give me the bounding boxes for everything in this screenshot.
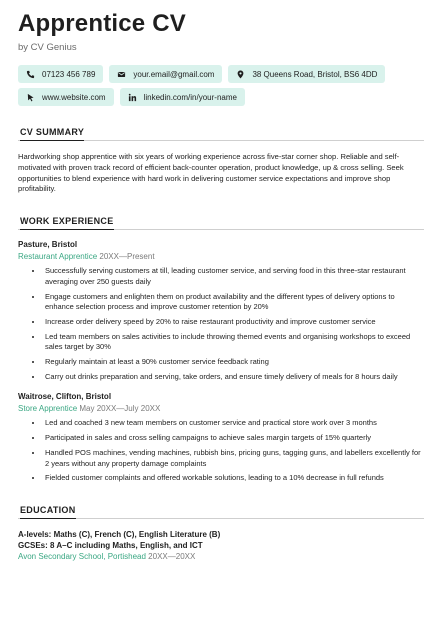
education-school-line bbox=[18, 552, 424, 561]
job-company: Pasture, Bristol bbox=[18, 240, 78, 250]
contact-phone[interactable] bbox=[18, 65, 103, 83]
education-qualification: GCSEs: 8 A–C including Maths, English, and ICT bbox=[18, 540, 203, 550]
education-school: Avon Secondary School, Portishead bbox=[18, 551, 146, 561]
linkedin-icon bbox=[128, 93, 137, 102]
cv-byline: by CV Genius bbox=[18, 42, 77, 53]
email-icon bbox=[117, 70, 126, 79]
job-role bbox=[18, 404, 424, 413]
contact-address-text: 38 Queens Road, Bristol, BS6 4DD bbox=[252, 69, 378, 79]
contact-email[interactable] bbox=[109, 65, 222, 83]
job-bullet: • Successfully serving customers at till, leading customer service, and serving food in this three-star restaurant averaging over 250 guests daily bbox=[43, 266, 424, 287]
education-dates: 20XX—20XX bbox=[148, 551, 196, 561]
job-dates: 20XX—Present bbox=[99, 252, 155, 262]
contact-linkedin[interactable] bbox=[120, 88, 245, 106]
job-bullet: • Led team members on sales activities to include throwing themed events and organising workshops to exceed sales target by 30% bbox=[43, 332, 424, 353]
job-bullets bbox=[18, 418, 424, 484]
job-bullet: • Fielded customer complaints and offered workable solutions, leading to a 10% decrease in full refunds bbox=[43, 473, 424, 483]
job-dates: May 20XX—July 20XX bbox=[79, 404, 161, 414]
job-entry bbox=[18, 392, 424, 484]
contact-linkedin-text: linkedin.com/in/your-name bbox=[143, 92, 237, 102]
job-title: Store Apprentice bbox=[18, 404, 78, 414]
job-bullet: • Led and coached 3 new team members on customer service and practical store work over 3 months bbox=[43, 418, 424, 428]
education-heading: EDUCATION bbox=[20, 505, 76, 519]
experience-heading: WORK EXPERIENCE bbox=[20, 216, 114, 230]
education-section bbox=[18, 500, 424, 561]
job-bullets bbox=[18, 266, 424, 382]
contact-website[interactable] bbox=[18, 88, 114, 106]
experience-section bbox=[18, 211, 424, 484]
contact-phone-text: 07123 456 789 bbox=[42, 69, 96, 79]
job-bullet: • Carry out drinks preparation and serving, take orders, and ensure timely delivery of meals for 8 hours daily bbox=[43, 372, 424, 382]
job-bullet: • Increase order delivery speed by 20% to raise restaurant productivity and improve customer service bbox=[43, 317, 424, 327]
job-entry bbox=[18, 240, 424, 382]
job-role bbox=[18, 252, 424, 261]
contact-list bbox=[18, 65, 424, 106]
section-divider bbox=[18, 518, 424, 519]
contact-email-text: your.email@gmail.com bbox=[133, 69, 215, 79]
summary-heading: CV SUMMARY bbox=[20, 127, 84, 141]
job-bullet: • Participated in sales and cross selling campaigns to achieve sales margin targets of 15% quarterly bbox=[43, 433, 424, 443]
phone-icon bbox=[26, 70, 35, 79]
contact-address[interactable] bbox=[228, 65, 385, 83]
summary-section bbox=[18, 122, 424, 195]
summary-text: Hardworking shop apprentice with six years of working experience across five-star corner shop. Reliable and self-motivated with proven track record of efficient back-counter operation, product knowledge, up & cross selling. Seek opportunities to blend experience with hard work in delivering customer service expectations and improve shop profitability. bbox=[18, 152, 404, 194]
location-pin-icon bbox=[236, 70, 245, 79]
job-company: Waitrose, Clifton, Bristol bbox=[18, 392, 112, 402]
job-bullet: • Regularly maintain at least a 90% customer service feedback rating bbox=[43, 357, 424, 367]
cursor-icon bbox=[26, 93, 35, 102]
job-title: Restaurant Apprentice bbox=[18, 252, 98, 262]
education-entry bbox=[18, 529, 424, 561]
contact-website-text: www.website.com bbox=[42, 92, 106, 102]
job-bullet: • Handled POS machines, vending machines, rubbish bins, pricing guns, tagging guns, and labellers excellently for 2 years without any property damage complaints bbox=[43, 448, 424, 469]
cv-title: Apprentice CV bbox=[18, 10, 186, 37]
job-bullet: • Engage customers and enlighten them on product availability and the different types of delivery options to enhance selection process and improve customer retention by 20% bbox=[43, 292, 424, 313]
education-qualification: A-levels: Maths (C), French (C), English Literature (B) bbox=[18, 529, 221, 539]
